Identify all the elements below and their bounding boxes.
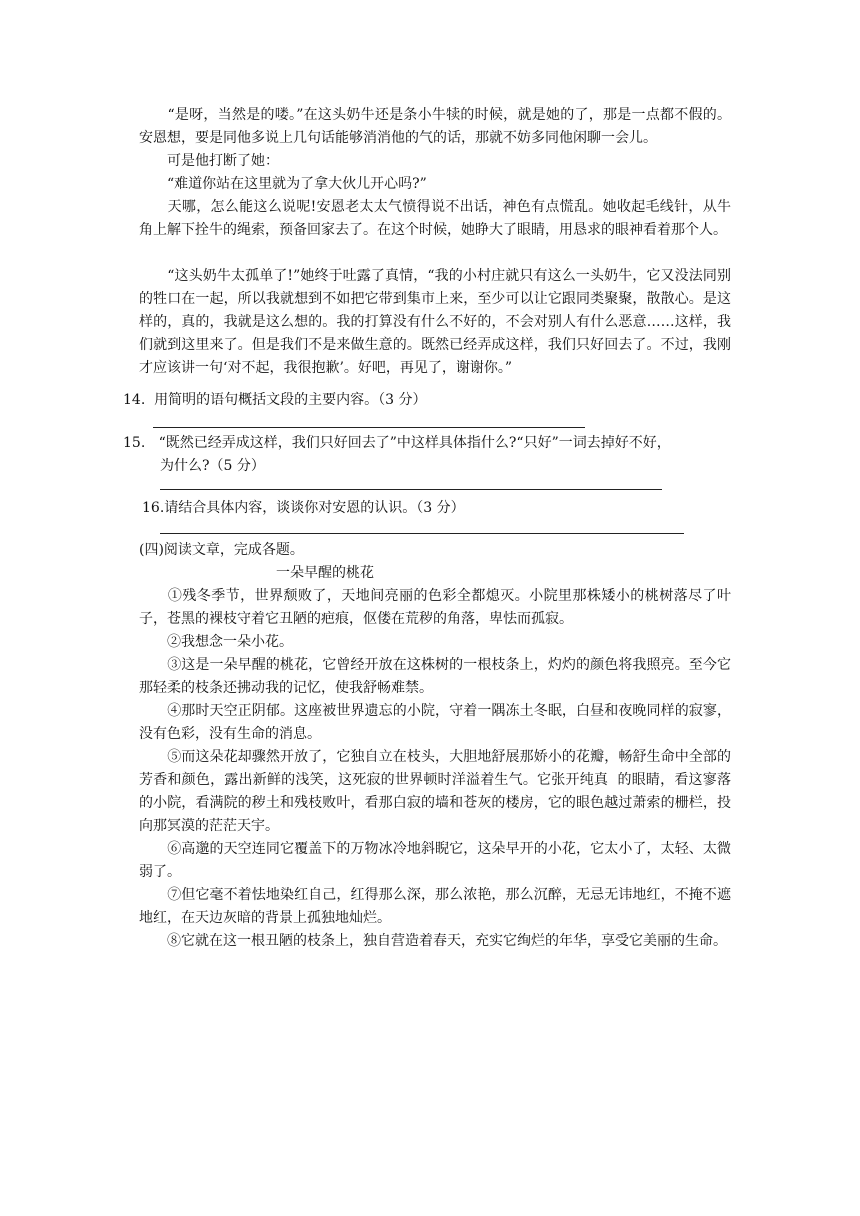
passage-paragraph-2: 可是他打断了她： <box>139 153 279 169</box>
question-16: 16.请结合具体内容，谈谈你对安恩的认识。（3 分） <box>142 500 465 516</box>
essay-paragraph-1: ①残冬季节，世界颓败了，天地间亮丽的色彩全都熄灭。小院里那株矮小的桃树落尽了叶子，苍黑的裸枝守着它丑陋的疤痕，伛偻在荒秽的角落，卑怯而孤寂。 <box>139 588 731 627</box>
passage-paragraph-5: “这头奶牛太孤单了!”她终于吐露了真情，“我的小村庄就只有这么一头奶牛，它又没法同别的牲口在一起，所以我就想到不如把它带到集市上来，至少可以让它跟同类聚聚，散散心。是这样的，真的，我就是这么想的。我的打算没有什么不好的，不会对别人有什么恶意……这样，我们就到这里来了。但是我们不是来做生意的。既然已经弄成这样，我们只好回去了。不过，我刚才应该讲一句‘对不起，我很抱歉’。好吧，再见了，谢谢你。” <box>139 268 731 376</box>
essay-paragraph-8: ⑧它就在这一根丑陋的枝条上，独自营造着春天，充实它绚烂的年华，享受它美丽的生命。 <box>139 933 727 949</box>
passage-paragraph-3: “难道你站在这里就为了拿大伙儿开心吗?” <box>139 176 427 192</box>
essay-paragraph-7: ⑦但它毫不着怯地染红自己，红得那么深，那么浓艳，那么沉醉，无忌无讳地红，不掩不遮地红，在天边灰暗的背景上孤独地灿烂。 <box>139 887 731 926</box>
passage-paragraph-4: 天哪，怎么能这么说呢!安恩老太太气愤得说不出话，神色有点慌乱。她收起毛线针，从牛角上解下拴牛的绳索，预备回家去了。在这个时候，她睁大了眼睛，用恳求的眼神看着那个人。 <box>139 199 731 238</box>
question-15-line-1: 15. “既然已经弄成这样，我们只好回去了”中这样具体指什么?“只好”一词去掉好不好， <box>123 435 671 451</box>
essay-paragraph-6: ⑥高邈的天空连同它覆盖下的万物冰冷地斜睨它，这朵早开的小花，它太小了，太轻、太微弱了。 <box>139 841 731 880</box>
answer-line-14[interactable] <box>153 427 585 428</box>
passage-paragraph-1: “是呀，当然是的喽。”在这头奶牛还是条小牛犊的时候，就是她的了，那是一点都不假的。安恩想，要是同他多说上几句话能够消消他的气的话，那就不妨多同他闲聊一会儿。 <box>139 107 731 146</box>
answer-line-15[interactable] <box>160 489 662 490</box>
essay-paragraph-2: ②我想念一朵小花。 <box>139 634 293 650</box>
question-14: 14. 用简明的语句概括文段的主要内容。（3 分） <box>123 392 427 408</box>
question-15-line-2: 为什么?（5 分） <box>160 458 265 474</box>
essay-paragraph-5: ⑤而这朵花却骤然开放了，它独自立在枝头，大胆地舒展那娇小的花瓣，畅舒生命中全部的芳香和颜色，露出新鲜的浅笑，这死寂的世界顿时洋溢着生气。它张开纯真 的眼睛，看这寥落的小院，看满院的秽土和残枝败叶，看那白寂的墙和苍灰的楼房，它的眼色越过萧索的栅栏，投向那冥漠的茫茫天宇。 <box>139 749 731 834</box>
essay-paragraph-3: ③这是一朵早醒的桃花，它曾经开放在这株树的一根枝条上，灼灼的颜色将我照亮。至今它那轻柔的枝条还拂动我的记忆，使我舒畅难禁。 <box>139 657 731 696</box>
answer-line-16[interactable] <box>160 533 684 534</box>
essay-paragraph-4: ④那时天空正阴郁。这座被世界遗忘的小院，守着一隅冻土冬眠，白昼和夜晚同样的寂寥，没有色彩，没有生命的消息。 <box>139 703 731 742</box>
essay-title: 一朵早醒的桃花 <box>276 565 374 581</box>
section-4-heading: (四)阅读文章，完成各题。 <box>139 542 304 558</box>
